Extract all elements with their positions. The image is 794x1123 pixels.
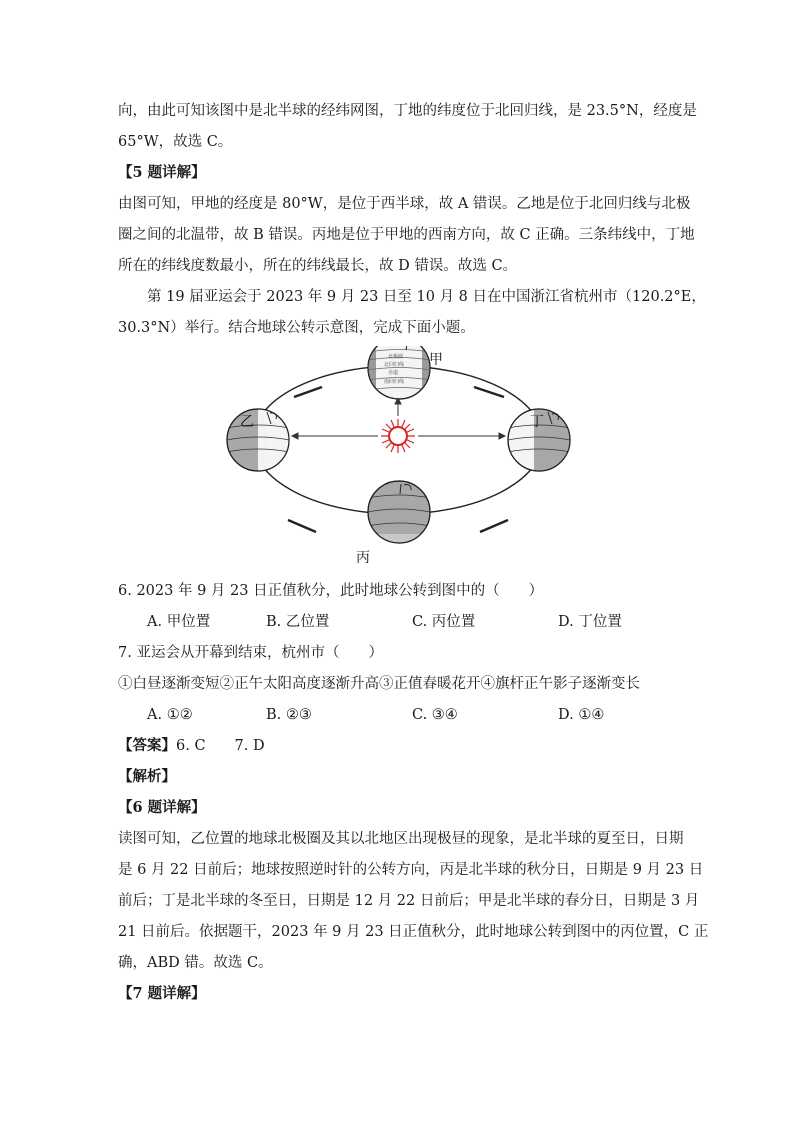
q6-option-b: B. 乙位置 xyxy=(266,614,330,630)
earth-bing xyxy=(356,481,430,566)
q7-option-a: A. ①② xyxy=(147,707,193,723)
q6-option-d: D. 丁位置 xyxy=(558,614,622,630)
answer-label: 【答案】 xyxy=(118,737,176,754)
text-line: 是 6 月 22 日前后；地球按照逆时针的公转方向，丙是北半球的秋分日，日期是 9 月 23 日 xyxy=(118,862,704,878)
section-heading-q5: 【5 题详解】 xyxy=(118,164,206,181)
earth-ding xyxy=(508,406,574,476)
text-line: 由图可知，甲地的经度是 80°W，是位于西半球，故 A 错误。乙地是位于北回归线与北极 xyxy=(118,196,691,212)
question-7-stem: 7. 亚运会从开幕到结束，杭州市（ ） xyxy=(118,645,383,661)
q7-option-b: B. ②③ xyxy=(266,707,312,723)
answer-line xyxy=(118,736,265,756)
svg-text:南回归线: 南回归线 xyxy=(384,379,405,385)
sun-icon xyxy=(381,419,415,453)
svg-text:北回归线: 北回归线 xyxy=(384,362,405,368)
earth-yi xyxy=(227,406,296,476)
orbit-tick xyxy=(294,387,322,397)
q6-option-a: A. 甲位置 xyxy=(147,614,211,630)
section-heading-q7: 【7 题详解】 xyxy=(118,985,206,1002)
text-line: 21 日前后。依据题干，2023 年 9 月 23 日正值秋分，此时地球公转到图中的丙位置，C 正 xyxy=(118,924,709,940)
text-line: 前后；丁是北半球的冬至日，日期是 12 月 22 日前后；甲是北半球的春分日，日期是 3 月 xyxy=(118,893,700,909)
orbit-tick xyxy=(288,520,316,532)
text-line: 向，由此可知该图中是北半球的经纬网图，丁地的纬度位于北回归线，是 23.5°N，经度是 xyxy=(118,103,697,119)
svg-text:赤道: 赤道 xyxy=(388,370,399,376)
text-line: 第 19 届亚运会于 2023 年 9 月 23 日至 10 月 8 日在中国浙江省杭州市（120.2°E， xyxy=(147,289,706,305)
text-line: 圈之间的北温带，故 B 错误。丙地是位于甲地的西南方向，故 C 正确。三条纬线中，丁地 xyxy=(118,227,695,243)
earth-orbit-diagram xyxy=(218,346,578,568)
orbit-tick xyxy=(474,387,504,397)
label-yi: 乙 xyxy=(240,414,254,430)
q7-option-c: C. ③④ xyxy=(412,707,458,723)
text-line: 读图可知，乙位置的地球北极圈及其以北地区出现极昼的现象，是北半球的夏至日，日期 xyxy=(118,831,684,847)
svg-text:北极圈: 北极圈 xyxy=(388,354,404,360)
text-line: 所在的纬线度数最小，所在的纬线最长，故 D 错误。故选 C。 xyxy=(118,258,518,274)
question-7-statements: ①白昼逐渐变短②正午太阳高度逐渐升高③正值春暖花开④旗杆正午影子逐渐变长 xyxy=(118,676,640,692)
orbit-tick xyxy=(480,520,508,532)
text-line: 65°W，故选 C。 xyxy=(118,134,233,150)
label-jia: 甲 xyxy=(429,352,443,368)
label-ding: 丁 xyxy=(530,414,544,430)
earth-jia xyxy=(368,346,443,399)
text-line: 30.3°N）举行。结合地球公转示意图，完成下面小题。 xyxy=(118,320,475,336)
analysis-heading: 【解析】 xyxy=(118,768,176,785)
q6-option-c: C. 丙位置 xyxy=(412,614,476,630)
q7-option-d: D. ①④ xyxy=(558,707,605,723)
question-6-stem: 6. 2023 年 9 月 23 日正值秋分，此时地球公转到图中的（ ） xyxy=(118,583,544,599)
answer-text: 6. C 7. D xyxy=(176,738,265,754)
text-line: 确，ABD 错。故选 C。 xyxy=(118,955,273,971)
section-heading-q6: 【6 题详解】 xyxy=(118,799,206,816)
label-bing: 丙 xyxy=(356,550,370,566)
